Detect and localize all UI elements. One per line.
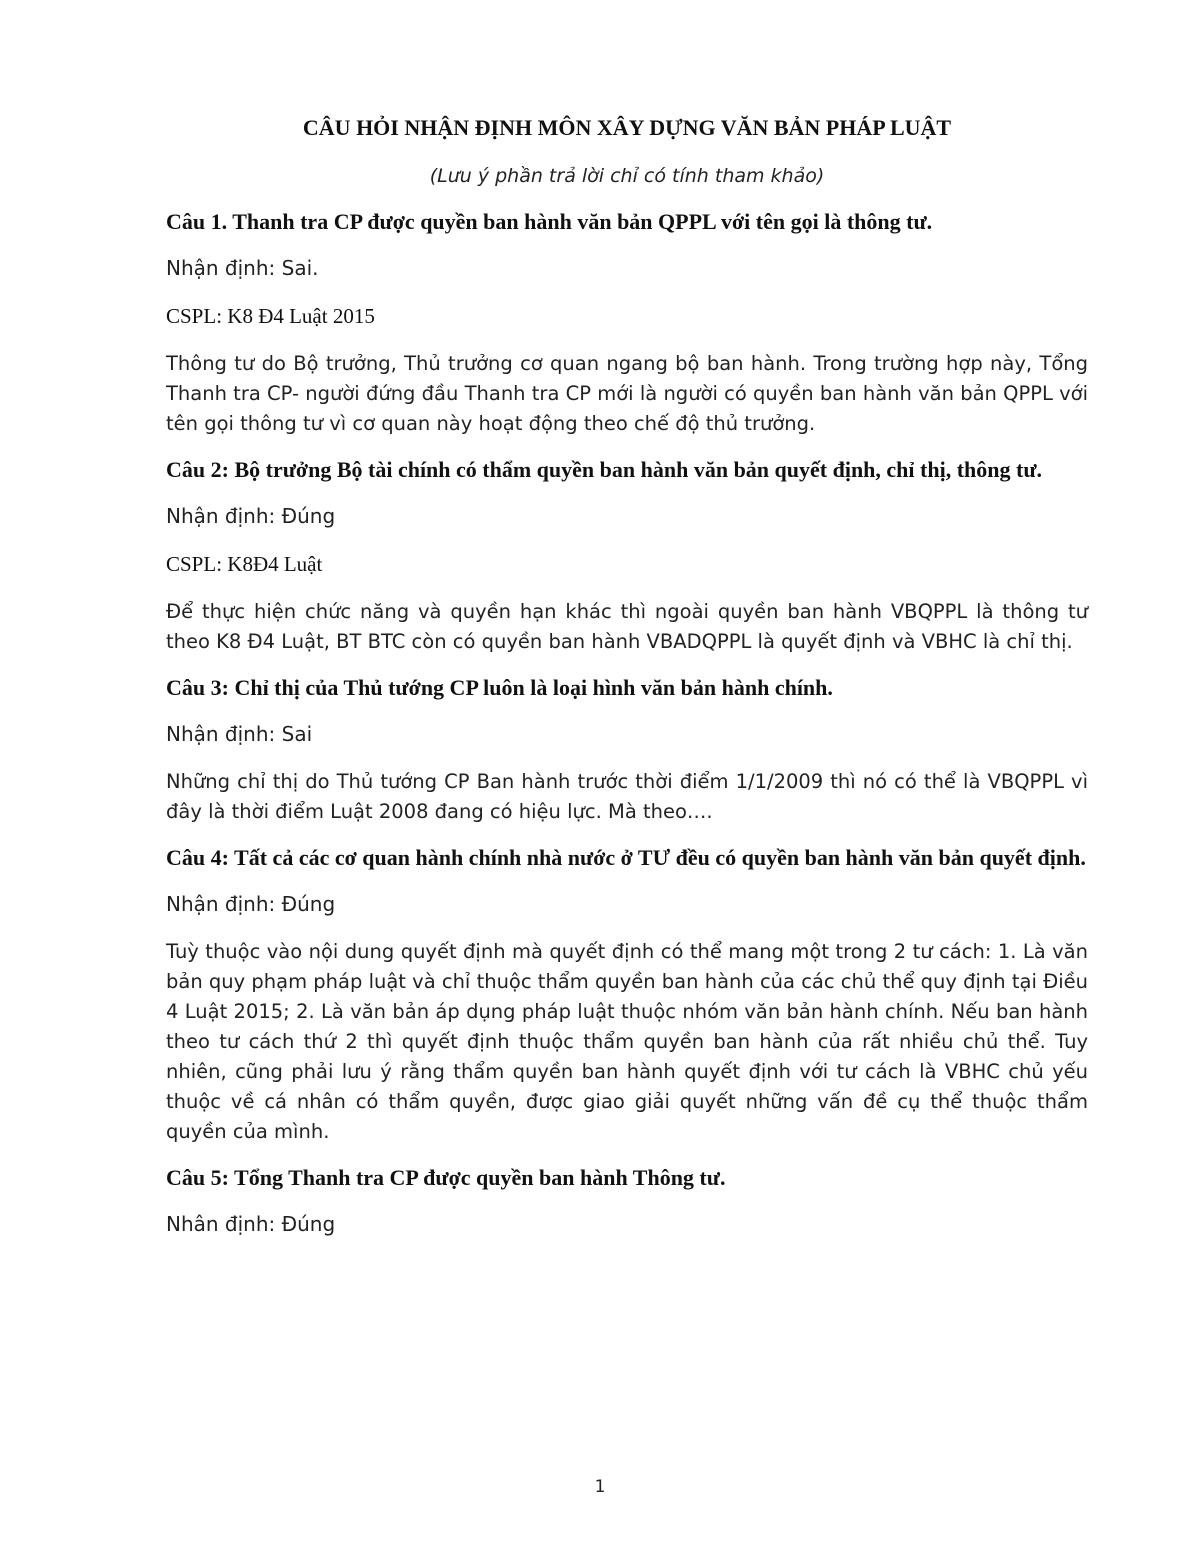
page-number: 1 bbox=[594, 1477, 606, 1497]
answer-verdict: Nhận định: Đúng bbox=[166, 504, 336, 528]
answer-explanation: Tuỳ thuộc vào nội dung quyết định mà quyết định có thể mang một trong 2 tư cách: 1. Là văn bản quy phạm pháp luật và chỉ thuộc thẩm quyền ban hành của các chủ thể quy định tại Điều 4 Luật 2015; 2. Là văn bản áp dụng pháp luật thuộc nhóm văn bản hành chính. Nếu ban hành theo tư cách thứ 2 thì quyết định thuộc thẩm quyền ban hành của rất nhiều chủ thể. Tuy nhiên, cũng phải lưu ý rằng thẩm quyền ban hành quyết định với tư cách là VBHC chủ yếu thuộc về cá nhân có thẩm quyền, được giao giải quyết những vấn đề cụ thể thuộc thẩm quyền của mình. bbox=[166, 940, 1088, 1143]
question-heading: Câu 5: Tổng Thanh tra CP được quyền ban hành Thông tư. bbox=[166, 1165, 726, 1190]
answer-explanation: Thông tư do Bộ trưởng, Thủ trưởng cơ quan ngang bộ ban hành. Trong trường hợp này, Tổng Thanh tra CP- người đứng đầu Thanh tra CP mới là người có quyền ban hành văn bản QPPL với tên gọi thông tư vì cơ quan này hoạt động theo chế độ thủ trưởng. bbox=[166, 352, 1088, 435]
answer-explanation: Để thực hiện chức năng và quyền hạn khác thì ngoài quyền ban hành VBQPPL là thông tư theo K8 Đ4 Luật, BT BTC còn có quyền ban hành VBADQPPL là quyết định và VBHC là chỉ thị. bbox=[166, 600, 1088, 653]
document-title: CÂU HỎI NHẬN ĐỊNH MÔN XÂY DỰNG VĂN BẢN PHÁP LUẬT bbox=[302, 115, 952, 140]
legal-basis: CSPL: K8Đ4 Luật bbox=[166, 552, 323, 576]
answer-verdict: Nhận định: Đúng bbox=[166, 892, 336, 916]
question-heading: Câu 3: Chỉ thị của Thủ tướng CP luôn là loại hình văn bản hành chính. bbox=[166, 675, 833, 700]
question-heading: Câu 1. Thanh tra CP được quyền ban hành văn bản QPPL với tên gọi là thông tư. bbox=[166, 209, 933, 234]
answer-explanation: Những chỉ thị do Thủ tướng CP Ban hành trước thời điểm 1/1/2009 thì nó có thể là VBQPPL vì đây là thời điểm Luật 2008 đang có hiệu lực. Mà theo…. bbox=[166, 770, 1088, 823]
answer-verdict: Nhận định: Sai. bbox=[166, 256, 319, 280]
document-subtitle: (Lưu ý phần trả lời chỉ có tính tham khảo) bbox=[429, 165, 825, 187]
legal-basis: CSPL: K8 Đ4 Luật 2015 bbox=[166, 304, 375, 328]
document-body bbox=[166, 113, 1088, 1257]
answer-verdict: Nhân định: Đúng bbox=[166, 1212, 336, 1236]
question-heading: Câu 4: Tất cả các cơ quan hành chính nhà nước ở TƯ đều có quyền ban hành văn bản quyết định. bbox=[166, 845, 1086, 870]
question-heading: Câu 2: Bộ trưởng Bộ tài chính có thẩm quyền ban hành văn bản quyết định, chỉ thị, thông tư. bbox=[166, 457, 1043, 482]
answer-verdict: Nhận định: Sai bbox=[166, 722, 313, 746]
